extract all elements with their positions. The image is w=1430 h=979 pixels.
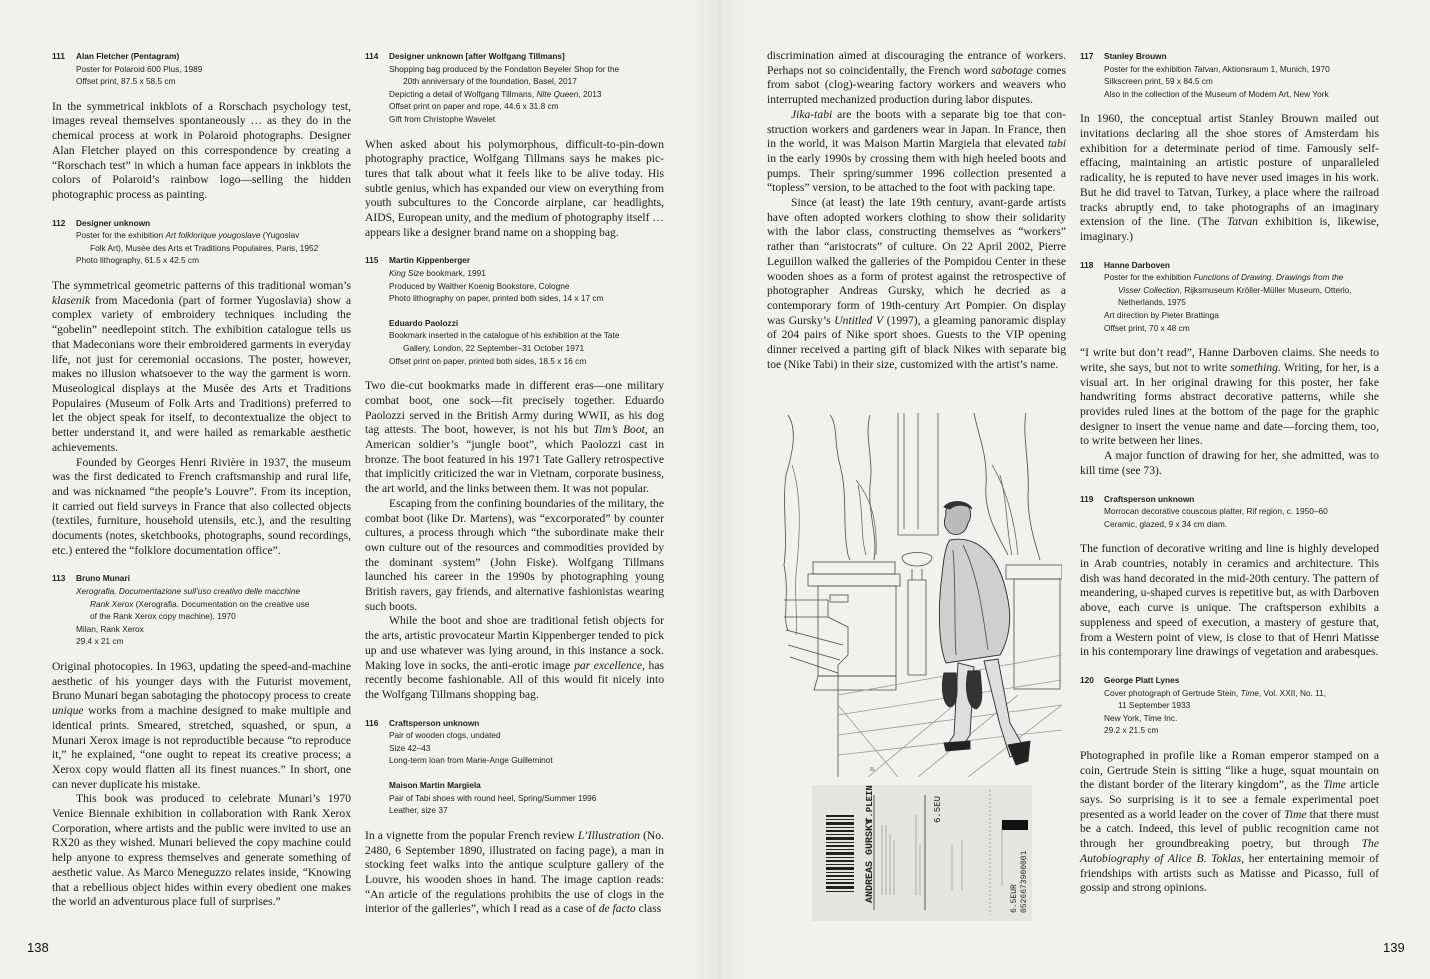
paragraph: [1080, 346, 1379, 449]
text-run: , Aktionsraum 1, Munich, 1970: [1218, 63, 1330, 74]
text-run: that there must be a catch. Indeed, this level of public recognition came not through her groundbreaking poetry, but through: [1080, 807, 1379, 851]
text-run: from Macedonia (part of former Yugoslavia) show a complex variety of embroidery techniques including the “gobelin” needlepoint stitch. The exhibition catalogue tells us that Madeconians wore their embroidered garments in everyday life, not just for ceremonial occasions. The poster, however, makes no illusion whatsoever to the way the garment is worn. Museological displays at the Musée des Arts et Traditions Populaires (Museum of Folk Arts and Traditions) preferred to let the object speak for itself, to decontextualize the object to better understand it, and were hailed as remarkable aesthetic achievements.: [52, 293, 351, 454]
italic-text-run: sabotage: [991, 63, 1033, 77]
text-run: , an American soldier’s “jungle boot”, which Paolozzi cast in bronze. The boot featured in his 1971 Tate Gallery retrospective that implicitly criticized the war in Vietnam, corporate business, the art world, and the links between them. It was not popular.: [365, 423, 664, 496]
text-run: bookmark, 1991: [424, 268, 486, 279]
ticket-text-venue: T.PLEIN: [865, 785, 875, 823]
catalogue-entry-120: [1080, 674, 1379, 737]
text-run: Poster for the exhibition: [1104, 272, 1194, 283]
text-run: are the boots with a separate big toe that construction workers and gardeners wear in Japan. In France, then in the world, it was Maison Martin Margiela that elevated: [767, 107, 1066, 151]
entry-detail: of the Rank Xerox copy machine), 1970: [90, 611, 236, 622]
italic-text-run: something: [1230, 360, 1278, 374]
text-run: . Writing, for her, is a visual art. In her original drawing for this poster, her fake handwriting forms abstract decorative patterns, while she provides ruled lines at the bottom of the page for the graphic designer to insert the venue name and date—forcing them, too, to write between her lines.: [1080, 360, 1379, 448]
pedestal-left: [813, 562, 895, 574]
entry-detail: Silkscreen print, 59 x 84.5 cm: [1104, 76, 1213, 87]
catalogue-entry-118: [1080, 259, 1379, 335]
paragraph: [52, 279, 351, 455]
entry-detail: Art direction by Pieter Brattinga: [1104, 310, 1219, 321]
column-1: [52, 50, 351, 910]
body-text-118: [1080, 346, 1379, 478]
italic-text-run: Functions of Drawing. Drawings from the: [1193, 272, 1344, 283]
entry-title: Craftsperson unknown: [1104, 493, 1195, 504]
shoe-left: [944, 741, 970, 751]
catalogue-entry-114: [365, 50, 664, 126]
italic-text-run: Visser Collection: [1118, 284, 1180, 295]
text-run: (1997), a gleaming panoramic display of 204 pairs of Nike sport shoes. Guests to the VIP opening dinner received a parting gift of black Nikes with separate big toe (Nike Tabi) in their size, customized with the artist’s name.: [767, 313, 1066, 371]
clog-left: [942, 673, 957, 707]
doorway: [898, 413, 938, 535]
ticket-graphic: [812, 785, 1032, 921]
text-run: (Yugoslav: [260, 230, 300, 241]
entry-detail: Milan, Rank Xerox: [76, 623, 144, 634]
italic-text-run: klasenik: [52, 293, 90, 307]
text-run: Cover photograph of Gertrude Stein,: [1104, 687, 1241, 698]
column-4: [1080, 50, 1379, 896]
italic-text-run: de facto: [598, 902, 636, 916]
paragraph: In the symmetrical inkblots of a Rorschach psychology test, images reveal themselves spontaneously … as they do in the chemical process at work in Polaroid photographs. Designer Alan Fletcher played on this correspondence by creating a “Rorschach test” in which a human face appears in inkblots the colors of Polaroid’s rainbow logo—selling the hidden photographic process as painting.: [52, 99, 351, 201]
entry-number: 117: [1080, 51, 1094, 61]
text-run: in the early 1990s by crossing them with high heeled boots and pumps. Their spring/summer 1996 collection presented a “topless” version, to be attached to the foot with packing tape.: [767, 151, 1066, 195]
entry-detail: Shopping bag produced by the Fondation Beyeler Shop for the: [389, 63, 620, 74]
column-2: [365, 50, 664, 917]
text-run: (Xerografia. Documentation on the creative use: [133, 598, 310, 609]
entry-number: 113: [52, 573, 66, 584]
entry-number: 112: [52, 217, 66, 228]
entry-detail: 29.4 x 21 cm: [76, 636, 124, 647]
ticket-text-price: 6.5EU: [933, 795, 943, 823]
paragraph: Escaping from the confining boundaries of the military, the combat boot (like Dr. Martens), was “excorporated” by counter cultures, a process through which “the subordinate make their own culture out of the resources and commodities provided by the dominant system” (John Fiske). Wolfgang Tillmans launched his career in the 1990s by photographing young British ravers, gay friends, and alternative fashionistas wearing such boots.: [365, 496, 664, 613]
text-run: Depicting a detail of Wolfgang Tillmans,: [389, 88, 537, 99]
entry-number: 120: [1080, 675, 1094, 685]
text-run: In a vignette from the popular French review: [365, 828, 578, 842]
text-run: comes from sabot (clog)-wearing factory workers and weavers who interrupted mechanized production during labor disputes.: [767, 63, 1066, 107]
body-text-117: [1080, 112, 1379, 244]
text-run: Since (at least) the late 19th century, avant-garde artists have often adopted workers clothing to show their solidarity with the labor class, constructing themselves as “workers” rather than “aristocrats” of culture. On 22 April 2002, Pierre Leguillon walked the galleries of the Pompidou Center in these wooden shoes as a form of protest against the retrospective of photographer Andreas Gursky, which he decried as a contemporary form of 19th-century Art Pompier. On display was Gursky’s: [767, 196, 1066, 327]
entry-detail: Bookmark inserted in the catalogue of his exhibition at the Tate: [389, 330, 620, 341]
entry-detail: Produced by Walther Koenig Bookstore, Cologne: [389, 280, 570, 291]
body-text-111: [52, 100, 351, 203]
admission-ticket-image: [812, 785, 1032, 921]
statue-right: [974, 413, 1040, 560]
catalogue-entry-119: [1080, 493, 1379, 531]
entry-detail: Folk Art), Musée des Arts et Traditions Populaires, Paris, 1952: [90, 242, 319, 253]
entry-detail: [76, 585, 351, 598]
text-run: Poster for the exhibition: [76, 230, 166, 241]
urn: [902, 553, 932, 676]
paragraph: [52, 660, 351, 792]
entry-title: Martin Kippenberger: [389, 255, 471, 266]
entry-detail: New York, Time Inc.: [1104, 712, 1178, 723]
paragraph: [767, 108, 1066, 196]
text-run: In 1960, the conceptual artist Stanley Brouwn mailed out invitations declaring all the shoe stores of Amsterdam his exhibition for a determinate period of time. Famously self-effacing, maintaining an artistic posture of unparalleled radicality, he is reputed to have never used images in his work. But he did travel to Tatvan, Turkey, a place where the railroad tracks abruptly end, to take photographs of an imaginary extension of the line. (The: [1080, 112, 1379, 229]
entry-number: 114: [365, 51, 379, 61]
entry-title: Stanley Brouwn: [1104, 51, 1167, 61]
entry-detail: Long-term loan from Marie-Ange Guilleminot: [389, 755, 553, 766]
entry-detail: Offset print on paper and rope, 44.6 x 31.8 cm: [389, 101, 559, 112]
entry-title: Designer unknown [after Wolfgang Tillmans]: [389, 51, 565, 61]
body-text-113: [52, 660, 351, 910]
ticket-black-mark: [1002, 820, 1028, 830]
column-3: [767, 49, 1066, 372]
paragraph: A major function of drawing for her, she admitted, was to kill time (see 73).: [1080, 449, 1379, 477]
paragraph: Founded by Georges Henri Rivière in 1937, the museum was the first dedicated to French craftsmanship and rural life, and was nicknamed “the people’s Louvre”. From its inception, it carried out field surveys in France that also collected objects (textiles, furniture, household utensils, etc.), and the resulting documents (notes, sketchbooks, photographs, sound recordings, etc.) entered the “folklore documentation office”.: [52, 455, 351, 557]
entry-detail: Gift from Christophe Wavelet: [389, 113, 496, 124]
italic-text-run: tabi: [1047, 137, 1066, 151]
book-gutter-shadow: [690, 0, 750, 979]
entry-detail: [389, 88, 664, 101]
entry-number: 119: [1080, 493, 1094, 504]
ticket-text-artist: ANDREAS GURSKY: [865, 818, 876, 903]
ticket-text-price-stub: 6.5EUR: [1010, 884, 1019, 913]
entry-detail: 29.2 x 21.5 cm: [1104, 725, 1159, 736]
text-run: discrimination aimed at discouraging the entrance of workers. Perhaps not so coincidentally, the French word: [767, 49, 1066, 77]
italic-text-run: Rank Xerox: [90, 598, 134, 609]
entry-detail: Also in the collection of the Museum of Modern Art, New York: [1104, 88, 1329, 99]
italic-text-run: Jika-tabi: [791, 107, 833, 121]
text-run: , her entertaining memoir of friendships with artists such as Matisse and Picasso, full of gossip and strong opinions.: [1080, 851, 1379, 895]
entry-number: 116: [365, 717, 379, 728]
text-run: Photographed in profile like a Roman emperor stamped on a coin, Gertrude Stein is sitting “like a huge, squat mountain on the distant border of the literary kingdom”, as the: [1080, 748, 1379, 792]
entry-detail: Ceramic, glazed, 9 x 34 cm diam.: [1104, 518, 1228, 529]
entry-detail: Photo lithography on paper, printed both sides, 14 x 17 cm: [389, 293, 604, 304]
body-text-115: [365, 379, 664, 702]
body-text-112: [52, 279, 351, 558]
page-number-left: 138: [27, 940, 49, 955]
entry-number: 111: [52, 51, 65, 61]
text-run: article says. So surprising is it to see a female experimental poet presented as a world leader on the cover of: [1080, 778, 1379, 821]
italic-text-run: The Autobiography of Alice B. Toklas: [1080, 837, 1379, 865]
entry-detail: Pair of Tabi shoes with round heel, Spring/Summer 1996: [389, 792, 597, 803]
paragraph: [365, 614, 664, 702]
entry-detail: Netherlands, 1975: [1118, 297, 1186, 308]
left-plinth: [784, 600, 848, 777]
body-text-116: [365, 829, 664, 917]
statue-venus: [830, 415, 875, 560]
text-run: exhibition is, likewise, imaginary.): [1080, 215, 1379, 243]
text-run: , Vol. XXII, No. 11,: [1258, 687, 1327, 698]
entry-detail: [389, 267, 664, 280]
entry-number: 118: [1080, 259, 1094, 270]
man-coat: [939, 539, 1009, 663]
artist-signature: B.: [870, 767, 876, 773]
entry-number: 115: [365, 255, 379, 266]
paragraph: [767, 49, 1066, 108]
paragraph: [1080, 112, 1379, 244]
entry-detail: Gallery, London, 22 September–31 October 1971: [403, 343, 585, 354]
text-run: , has recently become fashionable. All of this would fit nicely into the Wolfgang Tillmans shopping bag.: [365, 658, 665, 701]
entry-detail: [1104, 687, 1379, 700]
entry-detail: [76, 229, 351, 242]
entry-detail: [1104, 284, 1379, 297]
paragraph: [365, 379, 664, 497]
catalogue-entry-115: [365, 254, 664, 367]
text-run: class: [635, 902, 662, 916]
entry-detail: Morrocan decorative couscous platter, Rif region, c. 1950–60: [1104, 506, 1328, 517]
entry-title: Hanne Darboven: [1104, 259, 1170, 270]
entry-detail: Leather, size 37: [389, 805, 448, 816]
italic-text-run: unique: [52, 704, 84, 718]
page-number-right: 139: [1383, 940, 1405, 955]
italic-text-run: Tatvan: [1226, 215, 1258, 229]
text-run: Poster for the exhibition: [1104, 63, 1194, 74]
catalogue-entry-112: [52, 217, 351, 267]
pedestal-right: [1006, 565, 1062, 579]
entry-detail: Offset print, 87.5 x 58.5 cm: [76, 76, 176, 87]
left-statue: [784, 415, 793, 630]
paragraph: [767, 196, 1066, 372]
body-text-119: [1080, 542, 1379, 660]
entry-detail: 20th anniversary of the foundation, Basel, 2017: [403, 76, 577, 87]
entry-detail: Photo lithography, 61.5 x 42.5 cm: [76, 255, 199, 266]
italic-text-run: Time: [1283, 807, 1307, 821]
text-run: Original photocopies. In 1963, updating the speed-and-machine aesthetic of his younger days with the Futurist movement, Bruno Munari began sabotaging the photocopy process to create: [52, 660, 351, 703]
text-run: (No. 2480, 6 September 1890, illustrated on facing page), a man in stocking feet walks into the antique sculpture gallery of the Louvre, his wooden shoes in hand. The image caption reads: “An article of the regulations prohibits the use of clogs in the interior of the galleries”, which I read as a case of: [365, 828, 664, 916]
paragraph: [1080, 749, 1379, 896]
catalogue-entry-111: [52, 50, 351, 88]
paragraph: The function of decorative writing and line is highly developed in Arab countries, notably in ceramics and architecture. This dish was hand decorated in the mid-20th century. The pattern of meandering, u-shaped curves is repetitive but, as with Darboven above, each curve is unique. The craftsperson exhibits a suppleness and speed of execution, a mastery of gesture that, from a Western point of view, is close to that of Henri Matisse in his contemporary line drawings of vegetation and arabesques.: [1080, 542, 1379, 659]
text-run: While the boot and shoe are traditional fetish objects for the arts, artistic provocateur Martin Kippenberger tended to pick up and use whatever was lying around, in this instance a sock. Making love in socks, the anti-erotic image: [365, 614, 664, 672]
catalogue-entry-117: [1080, 50, 1379, 100]
body-text-116-continued: [767, 49, 1066, 372]
italic-text-run: Tim’s Boot: [593, 423, 645, 437]
entry-detail: 11 September 1933: [1118, 700, 1191, 711]
catalogue-entry-116: [365, 717, 664, 817]
entry-subtitle: Maison Martin Margiela: [389, 780, 481, 791]
text-run: Two die-cut bookmarks made in different eras—one military combat boot, one sock—fit precisely together. Eduardo Paolozzi served in the British Army during WWII, as his dog tag attests. The boot, however, is not his but: [365, 379, 664, 437]
paragraph: This book was produced to celebrate Munari’s 1970 Venice Biennale exhibition in collaboration with Rank Xerox Corporation, where artists and the public were invited to use an RX20 as they wished. Munari believed the copy machine could help anyone to express themselves and generate something of aesthetic value. As Marco Meneguzzo relates inside, “Knowing that a rebellious object hides within every obedient one makes the world an adventurous place full of surprises.”: [52, 792, 351, 909]
entry-detail: Pair of wooden clogs, undated: [389, 730, 501, 741]
shoe-right: [1008, 741, 1030, 765]
italic-text-run: Time: [1323, 778, 1346, 792]
italic-text-run: King Size: [389, 268, 425, 279]
engraving-illustration: [778, 405, 1062, 777]
entry-title: Alan Fletcher (Pentagram): [76, 51, 180, 61]
text-run: , 2013: [578, 88, 602, 99]
italic-text-run: Nite Queen: [536, 88, 579, 99]
text-run: “I write but don’t read”, Hanne Darboven claims. She needs to write, she says, but not to write: [1080, 346, 1379, 374]
entry-subtitle: Eduardo Paolozzi: [389, 317, 459, 328]
italic-text-run: L’Illustration: [577, 828, 640, 842]
body-text-114: [365, 138, 664, 241]
catalogue-entry-113: [52, 572, 351, 648]
text-run: works from a machine designed to make multiple and identical prints. Smeared, stretched, squashed, or spun, a Munari Xerox image is not reproductible because “to reproduce it,” he explained, “one ought to repeat its creative process; a Xerox copy would flatten all its finest nuances.” In short, one can never duplicate his mistake.: [52, 704, 351, 791]
paragraph: [365, 829, 664, 917]
entry-title: Bruno Munari: [76, 573, 130, 584]
text-run: , Rijksmuseum Kröller-Müller Museum, Otterlo,: [1179, 284, 1352, 295]
entry-detail: Offset print, 70 x 48 cm: [1104, 322, 1190, 333]
entry-detail: [1104, 271, 1379, 284]
body-text-120: [1080, 749, 1379, 896]
entry-detail: [1104, 63, 1379, 76]
entry-title: Craftsperson unknown: [389, 717, 480, 728]
text-run: The symmetrical geometric patterns of this traditional woman’s: [52, 279, 351, 293]
entry-title: Designer unknown: [76, 217, 151, 228]
entry-detail: Offset print on paper, printed both sides, 18.5 x 16 cm: [389, 355, 587, 366]
italic-text-run: par excellence: [574, 658, 643, 672]
entry-detail: Size 42–43: [389, 742, 431, 753]
entry-detail: Poster for Polaroid 600 Plus, 1989: [76, 63, 203, 74]
entry-detail: [76, 598, 351, 611]
italic-text-run: Xerografia, Documentazione sull’uso creativo delle macchine: [76, 586, 301, 597]
italic-text-run: Art folklorique yougoslave: [165, 230, 261, 241]
entry-title: George Platt Lynes: [1104, 675, 1180, 685]
paragraph: When asked about his polymorphous, difficult-to-pin-down photography practice, Wolfgang Tillmans says he makes pictures that talk about what it feels like to be alive today. His subtle genius, which has expanded our view on everything from youth subcultures to the Concorde airplane, car headlights, AIDS, European unity, and the medium of photography itself … appears like a designer brand name on a shopping bag.: [365, 137, 664, 239]
italic-text-run: Tatvan: [1193, 63, 1219, 74]
ticket-text-serial: 0526673900001: [1020, 850, 1029, 913]
italic-text-run: Time: [1240, 687, 1259, 698]
italic-text-run: Untitled V: [834, 313, 884, 327]
